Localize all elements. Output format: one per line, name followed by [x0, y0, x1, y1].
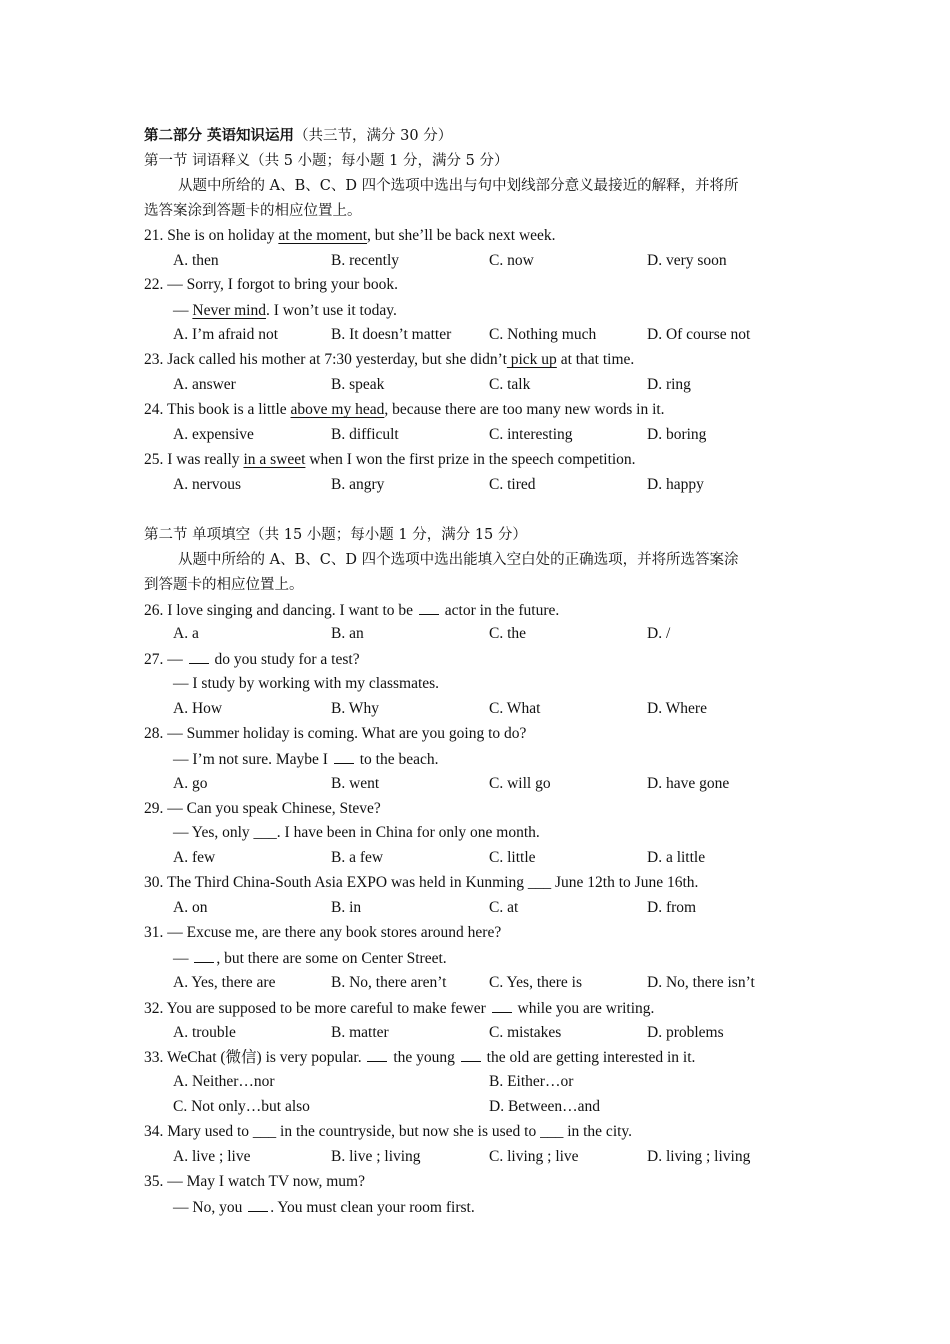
q25-option-a: A. nervous	[173, 476, 242, 493]
q24-option-b: B. difficult	[331, 426, 399, 443]
q21-option-b: B. recently	[331, 252, 400, 269]
q28-option-b: B. went	[331, 775, 380, 792]
q28-reply-pre: — I’m not sure. Maybe I	[173, 751, 332, 768]
q29-option-a: A. few	[173, 849, 216, 866]
question-27	[144, 649, 360, 670]
q25-underlined: in a sweet	[243, 451, 306, 468]
q24-stem-post: , because there are too many new words in it.	[384, 401, 665, 418]
question-23	[144, 350, 634, 370]
q29-option-b: B. a few	[331, 849, 384, 866]
q32-blank	[492, 998, 512, 1013]
q27-option-a: A. How	[173, 700, 223, 717]
q33-option-a: A. Neither…nor	[173, 1073, 275, 1090]
q32-option-b: B. matter	[331, 1024, 389, 1041]
q23-option-b: B. speak	[331, 376, 385, 393]
q33-option-b: B. Either…or	[489, 1073, 574, 1090]
q33-blank-2	[461, 1047, 481, 1062]
q31-option-b: B. No, there aren’t	[331, 974, 447, 991]
q30-option-b: B. in	[331, 899, 362, 916]
question-31-reply	[173, 948, 447, 969]
q26-option-a: A. a	[173, 625, 199, 642]
q22-option-c: C. Nothing much	[489, 326, 597, 343]
question-27-reply: — I study by working with my classmates.	[173, 675, 440, 692]
q25-option-c: C. tired	[489, 476, 536, 493]
q21-stem-post: , but she’ll be back next week.	[367, 227, 556, 244]
q32-option-d: D. problems	[647, 1024, 724, 1041]
question-33	[144, 1047, 695, 1068]
q27-option-b: B. Why	[331, 700, 379, 717]
question-28-reply	[173, 749, 438, 770]
q35-reply-pre: — No, you	[173, 1199, 247, 1216]
q24-option-a: A. expensive	[173, 426, 254, 443]
q25-stem-post: when I won the first prize in the speech competition.	[305, 451, 636, 468]
q26-option-d: D. /	[647, 625, 671, 642]
q27-option-d: D. Where	[647, 700, 707, 717]
q24-option-d: D. boring	[647, 426, 707, 443]
q31-option-d: D. No, there isn’t	[647, 974, 755, 991]
q34-option-c: C. living ; live	[489, 1148, 579, 1165]
q29-option-c: C. little	[489, 849, 536, 866]
q27-stem-pre: 27. —	[144, 651, 187, 668]
q35-blank	[248, 1197, 268, 1212]
q21-option-d: D. very soon	[647, 252, 727, 269]
q25-option-b: B. angry	[331, 476, 385, 493]
q31-dash: —	[173, 950, 193, 967]
q30-option-a: A. on	[173, 899, 208, 916]
q35-reply-post: . You must clean your room first.	[270, 1199, 475, 1216]
q25-option-d: D. happy	[647, 476, 704, 493]
q26-blank	[419, 600, 439, 615]
q24-stem-pre: 24. This book is a little	[144, 401, 291, 418]
question-28: 28. — Summer holiday is coming. What are you going to do?	[144, 725, 527, 742]
section2-instruction-line1: 从题中所给的 A、B、C、D 四个选项中选出能填入空白处的正确选项，并将所选答案涂	[178, 552, 739, 568]
q22-reply-post: . I won’t use it today.	[265, 302, 397, 319]
part-title-rest: （共三节，满分 30 分）	[294, 128, 453, 144]
q22-option-b: B. It doesn’t matter	[331, 326, 452, 343]
q26-option-b: B. an	[331, 625, 364, 642]
section2-instruction-line2: 到答题卡的相应位置上。	[144, 577, 304, 593]
question-31: 31. — Excuse me, are there any book stores around here?	[144, 924, 502, 941]
part-heading	[144, 126, 452, 146]
q23-stem-post: at that time.	[556, 351, 635, 368]
question-35: 35. — May I watch TV now, mum?	[144, 1173, 365, 1190]
q31-blank	[194, 948, 214, 963]
q33-option-d: D. Between…and	[489, 1098, 601, 1115]
question-22: 22. — Sorry, I forgot to bring your book.	[144, 276, 399, 293]
question-25	[144, 450, 636, 470]
question-29-reply: — Yes, only ___. I have been in China for only one month.	[173, 824, 540, 841]
q26-stem-pre: 26. I love singing and dancing. I want to be	[144, 602, 417, 619]
q29-option-d: D. a little	[647, 849, 706, 866]
q30-option-c: C. at	[489, 899, 519, 916]
q26-option-c: C. the	[489, 625, 527, 642]
q33-stem-post: the old are getting interested in it.	[482, 1049, 696, 1066]
question-32	[144, 998, 654, 1019]
question-22-reply	[173, 301, 397, 321]
q23-option-d: D. ring	[647, 376, 691, 393]
q31-option-a: A. Yes, there are	[173, 974, 276, 991]
question-21	[144, 226, 556, 246]
q22-option-d: D. Of course not	[647, 326, 751, 343]
q28-option-d: D. have gone	[647, 775, 730, 792]
q28-option-a: A. go	[173, 775, 208, 792]
question-29: 29. — Can you speak Chinese, Steve?	[144, 800, 381, 817]
q31-option-c: C. Yes, there is	[489, 974, 583, 991]
q21-underlined: at the moment	[278, 227, 368, 244]
q21-option-a: A. then	[173, 252, 219, 269]
q33-stem-mid: the young	[389, 1049, 459, 1066]
q28-option-c: C. will go	[489, 775, 551, 792]
question-26	[144, 600, 559, 621]
question-24	[144, 400, 665, 420]
q26-stem-post: actor in the future.	[440, 602, 560, 619]
question-35-reply	[173, 1197, 475, 1218]
q32-stem-pre: 32. You are supposed to be more careful to make fewer	[144, 1000, 490, 1017]
q34-option-a: A. live ; live	[173, 1148, 251, 1165]
q27-option-c: C. What	[489, 700, 541, 717]
question-34: 34. Mary used to ___ in the countryside, but now she is used to ___ in the city.	[144, 1123, 633, 1140]
q30-option-d: D. from	[647, 899, 697, 916]
q27-blank	[189, 649, 209, 664]
section1-instruction-line2: 选答案涂到答题卡的相应位置上。	[144, 203, 362, 219]
question-30: 30. The Third China-South Asia EXPO was held in Kunming ___ June 12th to June 16th.	[144, 874, 699, 891]
q24-option-c: C. interesting	[489, 426, 573, 443]
q22-dash: —	[173, 302, 193, 319]
q23-underlined: pick up	[506, 351, 557, 368]
section1-instruction-line1: 从题中所给的 A、B、C、D 四个选项中选出与句中划线部分意义最接近的解释，并将所	[178, 178, 739, 194]
q34-option-d: D. living ; living	[647, 1148, 751, 1165]
q24-underlined: above my head	[290, 401, 385, 418]
q32-option-a: A. trouble	[173, 1024, 236, 1041]
q22-underlined: Never mind	[192, 302, 266, 319]
q31-reply-post: , but there are some on Center Street.	[216, 950, 447, 967]
q25-stem-pre: 25. I was really	[144, 451, 244, 468]
q34-option-b: B. live ; living	[331, 1148, 421, 1165]
q32-option-c: C. mistakes	[489, 1024, 562, 1041]
q23-option-a: A. answer	[173, 376, 236, 393]
q21-stem-pre: 21. She is on holiday	[144, 227, 279, 244]
q32-stem-post: while you are writing.	[513, 1000, 655, 1017]
q22-option-a: A. I’m afraid not	[173, 326, 279, 343]
part-title-bold: 第二部分 英语知识运用	[144, 127, 295, 144]
q33-option-c: C. Not only…but also	[173, 1098, 310, 1115]
q27-stem-post: do you study for a test?	[210, 651, 360, 668]
q23-option-c: C. talk	[489, 376, 531, 393]
q33-stem-pre: 33. WeChat (微信) is very popular.	[144, 1049, 366, 1066]
section1-title: 第一节 词语释义（共 5 小题；每小题 1 分，满分 5 分）	[144, 153, 509, 169]
q21-option-c: C. now	[489, 252, 534, 269]
q28-reply-post: to the beach.	[355, 751, 439, 768]
q23-stem-pre: 23. Jack called his mother at 7:30 yesterday, but she didn’t	[144, 351, 507, 368]
q28-blank	[334, 749, 354, 764]
q33-blank-1	[367, 1047, 387, 1062]
section2-title: 第二节 单项填空（共 15 小题；每小题 1 分，满分 15 分）	[144, 527, 527, 543]
